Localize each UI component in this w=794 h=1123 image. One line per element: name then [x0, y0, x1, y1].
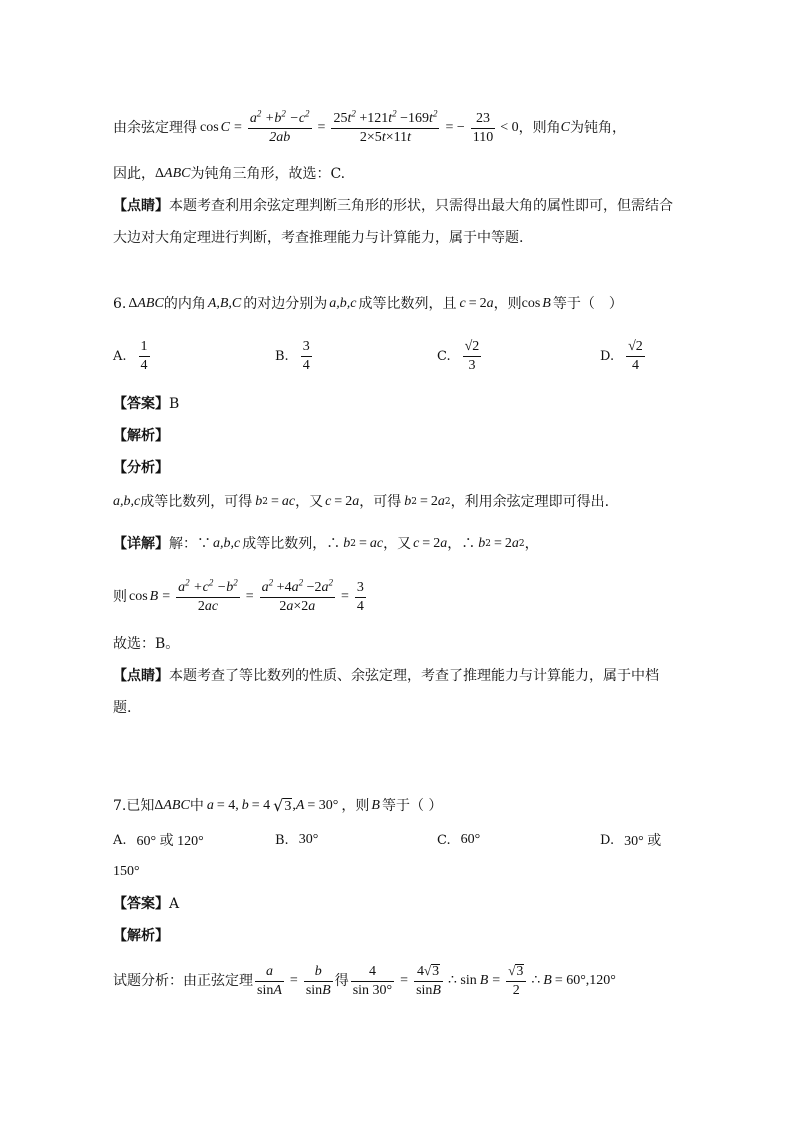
option-c[interactable] — [437, 822, 480, 858]
text: 成等比数列，且 — [358, 296, 457, 312]
text: 因此， — [113, 166, 155, 182]
option-label: B. — [275, 832, 289, 848]
numerator: 1 — [140, 338, 148, 354]
answer-tag: 【答案】 — [113, 896, 169, 912]
option-label: D. — [600, 348, 615, 364]
option-d-wrap — [113, 862, 683, 882]
option-label: A. — [113, 832, 127, 848]
option-label: C. — [437, 832, 451, 848]
option-d[interactable] — [600, 336, 647, 376]
text: 为钝角三角形，故选：C. — [190, 166, 346, 182]
text: ，∴ — [447, 536, 476, 552]
answer-value: B — [169, 396, 180, 412]
option-a[interactable] — [113, 822, 204, 858]
text: 得 — [334, 973, 349, 989]
text: ，可得 — [359, 494, 402, 510]
choose-line — [113, 634, 683, 654]
cosine-law-line: 由余弦定理得 cos C = $\frac{a^2 +b^2 -c^2}{2ab}$ = $\frac{25t^2 +121t^2 -169t^2}{2\times 5t\times 11t}$ = − $\frac{23}{110}$ < 0 ，则角 C 为钝角， — [113, 107, 626, 145]
numerator: √2 — [464, 338, 480, 354]
option-label: A. — [113, 348, 127, 364]
text: 成等比数列，∴ — [242, 536, 341, 552]
text: 等于（ ） — [552, 296, 623, 312]
denominator: 4 — [302, 357, 310, 373]
option-a[interactable] — [113, 336, 152, 376]
numerator: 3 — [302, 338, 310, 354]
fraction: $\frac{3}{4}$ — [356, 579, 364, 614]
option-text: 30° — [298, 832, 319, 847]
conclusion-line: 因此， Δ ABC 为钝角三角形，故选：C. — [113, 166, 346, 182]
text: 本题考查利用余弦定理判断三角形的形状，只需得出最大角的属性即可，但需结合 — [169, 198, 673, 214]
fraction: $\frac{23}{110}$ — [472, 110, 494, 145]
text: 由余弦定理得 — [113, 120, 197, 136]
q7-solution: 试题分析：由正弦定理 $\frac{a}{\sin A}$ = $\frac{b}{\sin B}$ 得 $\frac{4}{\sin 30^\circ}$ = 4 √ 3 sinB ∴ sin B = √ 3 2 ∴ B = 60°,120° — [113, 962, 616, 998]
question-number: 7. — [113, 798, 127, 814]
text: 大边对大角定理进行判断，考查推理能力与计算能力，属于中等题. — [113, 230, 524, 246]
answer-tag: 【答案】 — [113, 396, 169, 412]
option-c[interactable] — [437, 336, 483, 376]
note-tag: 【点睛】 — [113, 198, 169, 214]
question-number: 6. — [113, 296, 127, 312]
option-label: C. — [437, 348, 451, 364]
fraction: $\frac{a^2 +c^2 -b^2}{2ac}$ — [178, 576, 238, 614]
detail-tag: 【详解】 — [113, 536, 169, 552]
text: 等于（ ） — [381, 798, 443, 814]
text: 为钝角， — [569, 120, 626, 136]
text: 试题分析：由正弦定理 — [113, 973, 253, 989]
question-7-stem: 7. 已知 Δ ABC 中 a = 4, b = 4 √ 3 , A = 30° ，则 B 等于（ ） — [113, 796, 443, 815]
q7-analysis-line — [113, 926, 683, 946]
denominator: 4 — [631, 357, 639, 373]
text: ，利用余弦定理即可得出. — [450, 494, 610, 510]
detail-line: 【详解】 解：∵ a,b,c 成等比数列，∴ b 2 = ac ，又 c = 2 a ，∴ b 2 = 2 a 2 ， — [113, 536, 539, 552]
cosB-derivation: 则 cos B = $\frac{a^2 +c^2 -b^2}{2ac}$ = $\frac{a^2 +4a^2 -2a^2}{2a\times 2a}$ = $\frac{3}{4}$ — [113, 576, 364, 614]
note-tag: 【点睛】 — [113, 668, 169, 684]
fraction: $\frac{a^2 +4a^2 -2a^2}{2a\times 2a}$ — [261, 576, 333, 614]
option-d[interactable] — [600, 822, 661, 858]
option-b[interactable] — [275, 822, 318, 858]
analysis-tag: 【解析】 — [113, 928, 169, 944]
text: 题. — [113, 700, 132, 716]
fenxi-line — [113, 458, 683, 478]
text: ， — [524, 536, 539, 552]
text: 则 — [113, 589, 127, 605]
text: ，则 — [493, 296, 522, 312]
note-line-2 — [113, 228, 683, 248]
text: 的内角 — [163, 296, 206, 312]
question-6-stem: 6. Δ ABC 的内角 A,B,C 的对边分别为 a,b,c 成等比数列，且 c = 2 a ，则 cos B 等于（ ） — [113, 296, 623, 312]
option-text: 30° 或 — [624, 834, 662, 849]
option-label: B. — [275, 348, 289, 364]
text: 已知 — [126, 798, 155, 814]
text: 故选：B。 — [113, 636, 180, 652]
question-7-options — [113, 822, 683, 858]
option-text: 60° 或 120° — [136, 834, 204, 849]
fenxi-tag: 【分析】 — [113, 460, 169, 476]
text: 成等比数列，可得 — [140, 494, 253, 510]
note-line-1 — [113, 196, 683, 216]
fenxi-content: a,b,c 成等比数列，可得 b 2 = ac ，又 c = 2 a ，可得 b 2 = 2 a 2 ，利用余弦定理即可得出. — [113, 494, 610, 510]
analysis-tag: 【解析】 — [113, 428, 169, 444]
text: 中 — [189, 798, 204, 814]
text: 本题考查了等比数列的性质、余弦定理，考查了推理能力与计算能力，属于中档 — [169, 668, 659, 684]
question-6-options — [113, 336, 683, 376]
text: 解：∵ — [169, 536, 211, 552]
fraction: $\frac{25t^2 +121t^2 -169t^2}{2\times 5t\times 11t}$ — [333, 107, 438, 145]
q6-note-line-2 — [113, 698, 683, 718]
option-text: 150° — [113, 864, 140, 879]
q6-note-line-1 — [113, 666, 683, 686]
option-text: 60° — [460, 832, 481, 847]
analysis-line — [113, 426, 683, 446]
text: 的对边分别为 — [243, 296, 328, 312]
denominator: 4 — [140, 357, 148, 373]
text: ，则角 — [518, 120, 561, 136]
text: ，则 — [341, 798, 370, 814]
fraction: $\frac{a^2 +b^2 -c^2}{2ab}$ — [249, 107, 310, 145]
option-b[interactable] — [275, 336, 314, 376]
q7-answer-line — [113, 894, 683, 914]
answer-line — [113, 394, 683, 414]
text: ，又 — [383, 536, 412, 552]
answer-value: A — [169, 896, 180, 912]
option-label: D. — [600, 832, 615, 848]
text: ，又 — [295, 494, 324, 510]
numerator: √2 — [628, 338, 643, 354]
denominator: 3 — [468, 357, 476, 373]
